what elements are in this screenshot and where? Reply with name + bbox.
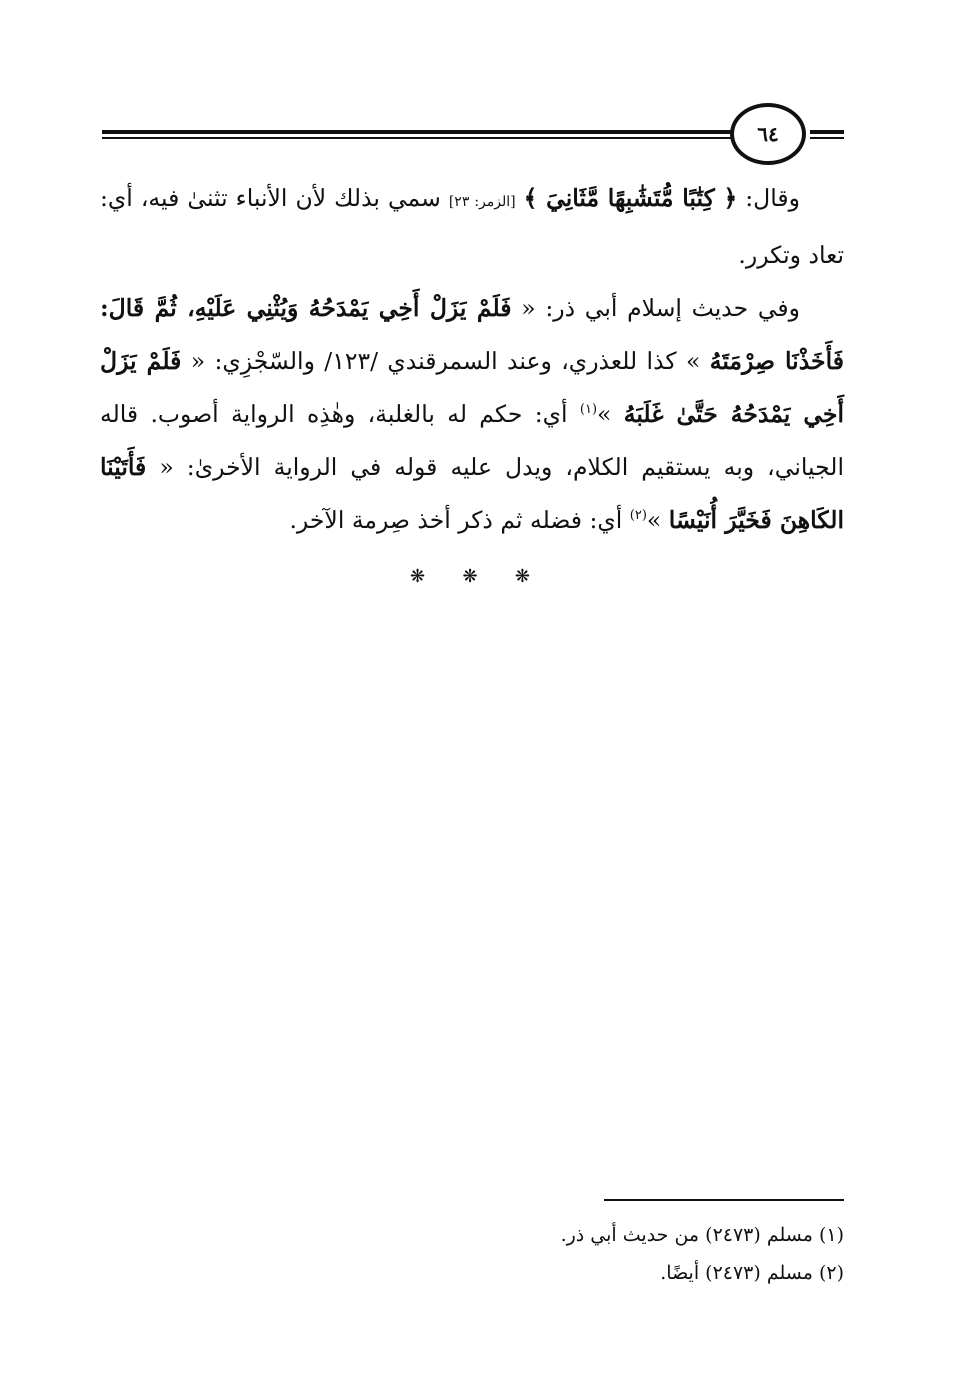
- separator-star-icon: ❋: [410, 566, 426, 587]
- main-text: [100, 172, 844, 547]
- footnote-divider: [604, 1199, 844, 1201]
- p2-segment-4: أي: حكم له بالغلبة، وهٰذِه الرواية أصوب. قاله الجياني، وبه يستقيم الكلام، ويدل عليه قوله في الرواية الأخرىٰ: «: [100, 400, 844, 481]
- p2-segment-3: »: [597, 400, 624, 428]
- hadith-quote-3: فَأَتَيْنَا الكَاهِنَ فَخَيَّرَ أُنَيْسًا: [100, 453, 844, 534]
- p2-segment-1: وفي حديث إسلام أبي ذر: «: [511, 294, 801, 322]
- footnote-marker-2: (٢): [629, 508, 647, 524]
- footnote-2: (٢) مسلم (٢٤٧٣) أيضًا.: [660, 1262, 844, 1284]
- paragraph-1: [100, 172, 844, 282]
- verse-citation: [الزمر: ٢٣]: [448, 194, 516, 210]
- footnote-marker-1: (١): [579, 402, 598, 418]
- header-rule-thick-line: [102, 130, 732, 134]
- hadith-quote-2: فَلَمْ يَزَلْ أَخِي يَمْدَحُهُ حَتَّىٰ غَلَبَهُ: [100, 347, 844, 428]
- hadith-quote-1: فَلَمْ يَزَلْ أَخِي يَمْدَحُهُ وَيُثْنِي عَلَيْهِ، ثُمَّ قَالَ: فَأَخَذْنَا صِرْمَتَهُ: [100, 294, 844, 375]
- page-number: ٦٤: [730, 103, 806, 165]
- separator-star-icon: ❋: [514, 566, 530, 587]
- footnotes: [300, 1216, 844, 1292]
- section-separator: [410, 566, 530, 587]
- p2-segment-5: »: [646, 506, 669, 534]
- separator-star-icon: ❋: [462, 566, 478, 587]
- header-rule-right-thin-line: [810, 137, 844, 139]
- footnote-1: (١) مسلم (٢٤٧٣) من حديث أبي ذر.: [560, 1224, 844, 1246]
- paragraph-1-intro: وقال:: [737, 184, 800, 212]
- paragraph-2: [100, 282, 844, 547]
- header-rule-right-thick-line: [810, 130, 844, 134]
- p2-segment-2: » كذا للعذري، وعند السمرقندي /١٢٣/ والسّجْزِي: «: [181, 347, 710, 375]
- quran-verse: ﴿ كِتَٰبًا مُّتَشَٰبِهًا مَّثَانِيَ ﴾: [523, 184, 738, 212]
- p2-segment-6: أي: فضله ثم ذكر أخذ صِرمة الآخر.: [289, 506, 630, 534]
- header-rule-thin-line: [102, 137, 732, 139]
- paragraph-1-rest: سمي بذلك لأن الأنباء تثنىٰ فيه، أي: تعاد وتكرر.: [100, 184, 844, 269]
